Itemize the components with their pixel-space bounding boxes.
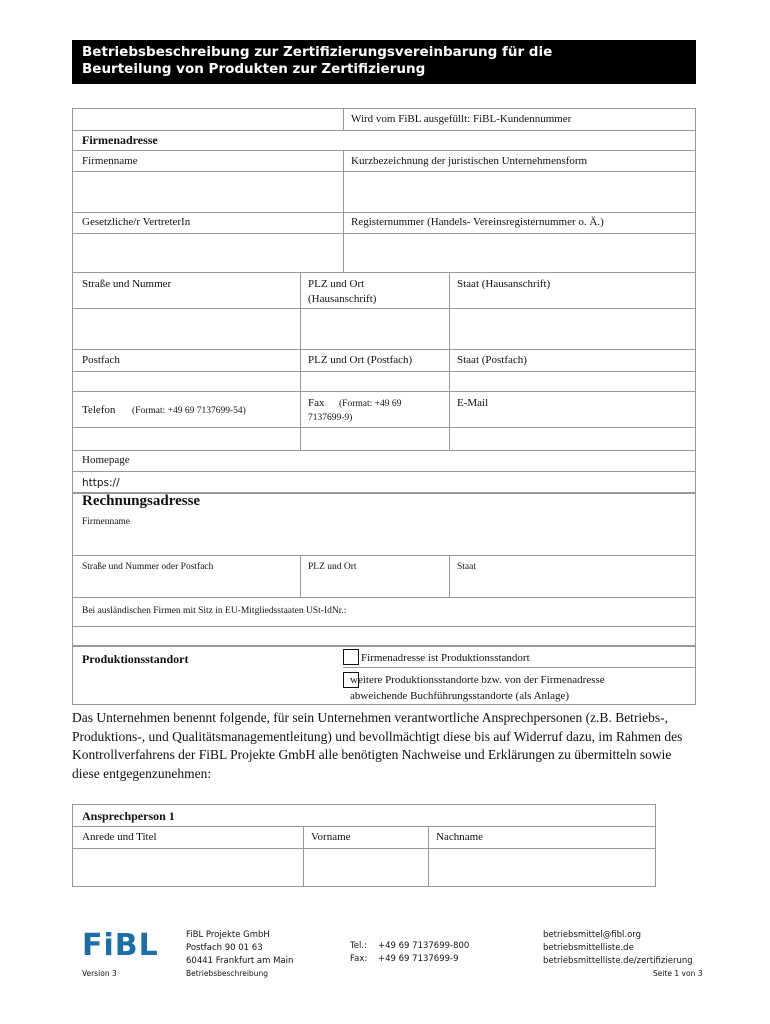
staat-input[interactable]	[450, 309, 695, 349]
firmenadresse-produktion-checkbox[interactable]	[343, 649, 359, 665]
homepage-input[interactable]: https://	[82, 477, 120, 489]
fax-input[interactable]	[301, 428, 448, 450]
anrede-label: Anrede und Titel	[82, 831, 157, 843]
vorname-input[interactable]	[304, 849, 427, 886]
strasse-label: Straße und Nummer	[82, 278, 172, 290]
postfach-label: Postfach	[82, 354, 120, 366]
vorname-label: Vorname	[311, 831, 351, 843]
fax-label: Fax	[308, 397, 325, 409]
plz-ort-postfach-label: PLZ und Ort (Postfach)	[308, 354, 413, 366]
telefon-label: Telefon	[82, 404, 116, 416]
footer-fax-value: +49 69 7137699-9	[378, 954, 459, 964]
header-title-line2: Beurteilung von Produkten zur Zertifizierung	[82, 61, 426, 77]
footer-company: FiBL Projekte GmbH	[186, 930, 270, 940]
ansprechperson-title: Ansprechperson 1	[82, 809, 175, 823]
fibl-logo: FiBL	[82, 928, 159, 963]
nachname-input[interactable]	[429, 849, 655, 886]
firmenadresse-produktion-label: Firmenadresse ist Produktionsstandort	[361, 652, 530, 664]
postfach-input[interactable]	[73, 372, 299, 391]
telefon-format-hint: (Format: +49 69 7137699-54)	[132, 406, 246, 416]
weitere-standorte-label-2: abweichende Buchführungsstandorte (als Anlage)	[350, 690, 570, 702]
vertreter-label: Gesetzliche/r VertreterIn	[82, 216, 191, 228]
vertreter-input[interactable]	[73, 234, 342, 272]
staat-label: Staat (Hausanschrift)	[457, 278, 551, 290]
plz-ort-input[interactable]	[301, 309, 448, 349]
footer-postfach: Postfach 90 01 63	[186, 943, 263, 953]
anrede-input[interactable]	[73, 849, 302, 886]
staat-postfach-label: Staat (Postfach)	[457, 354, 527, 366]
firmenname-label: Firmenname	[82, 155, 138, 167]
staat-postfach-input[interactable]	[450, 372, 695, 391]
version-label: Version 3	[82, 969, 117, 978]
fibl-kundennummer-label: Wird vom FiBL ausgefüllt: FiBL-Kundennummer	[351, 113, 572, 125]
email-input[interactable]	[450, 428, 695, 450]
produktionsstandort-title: Produktionsstandort	[82, 652, 189, 666]
firmenname-input[interactable]	[73, 172, 342, 212]
strasse-input[interactable]	[73, 309, 299, 349]
rechnung-staat-label: Staat	[457, 562, 476, 572]
footer-tel-value: +49 69 7137699-800	[378, 941, 470, 951]
ansprechpersonen-paragraph: Das Unternehmen benennt folgende, für sein Unternehmen verantwortliche Ansprechpersonen (z.B. Betriebs-, Produktions-, und Qualitätsmanagementleitung) und bevollmächtigt diese bis auf Widerruf dazu, im Rahmen des Kontrollverfahrens der FiBL Projekte GmbH alle benötigten Nachweise und Erklärungen zu übermitteln sowie diese entgegenzunehmen:	[72, 710, 683, 781]
plz-ort-hausanschrift-label: (Hausanschrift)	[308, 293, 377, 305]
firmenadresse-title: Firmenadresse	[82, 133, 158, 147]
footer-city: 60441 Frankfurt am Main	[186, 956, 294, 966]
footer-web-link[interactable]: betriebsmittelliste.de	[543, 943, 634, 953]
kurzbezeichnung-input[interactable]	[344, 172, 695, 212]
registernummer-input[interactable]	[344, 234, 695, 272]
ust-idnr-input[interactable]	[73, 627, 695, 645]
ust-idnr-label: Bei ausländischen Firmen mit Sitz in EU-Mitgliedsstaaten USt-IdNr.:	[82, 606, 347, 616]
rechnung-plz-ort-input[interactable]	[301, 575, 448, 597]
document-header	[72, 40, 696, 84]
header-title-line1: Betriebsbeschreibung zur Zertifizierungsvereinbarung für die	[82, 44, 553, 60]
plz-ort-label: PLZ und Ort	[308, 278, 365, 290]
rechnung-staat-input[interactable]	[450, 575, 695, 597]
footer-web-zertifizierung-link[interactable]: betriebsmittelliste.de/zertifizierung	[543, 956, 693, 966]
rechnung-firmenname-input[interactable]	[73, 530, 695, 555]
kurzbezeichnung-label: Kurzbezeichnung der juristischen Unternehmensform	[351, 155, 588, 167]
fax-format-hint-2: 7137699-9)	[308, 413, 353, 423]
footer-email-link[interactable]: betriebsmittel@fibl.org	[543, 930, 642, 940]
rechnung-strasse-label: Straße und Nummer oder Postfach	[82, 562, 214, 572]
rechnungsadresse-title: Rechnungsadresse	[82, 493, 201, 509]
footer-fax-label: Fax:	[350, 954, 368, 964]
rechnung-strasse-input[interactable]	[73, 575, 299, 597]
page-number: Seite 1 von 3	[653, 969, 703, 978]
homepage-label: Homepage	[82, 454, 130, 466]
registernummer-label: Registernummer (Handels- Vereinsregisternummer o. Ä.)	[351, 216, 604, 228]
weitere-standorte-label: weitere Produktionsstandorte bzw. von der Firmenadresse	[350, 674, 605, 686]
telefon-input[interactable]	[73, 428, 299, 450]
rechnung-firmenname-label: Firmenname	[82, 517, 131, 527]
kundennummer-left-cell	[74, 110, 342, 129]
rechnung-plz-ort-label: PLZ und Ort	[308, 562, 357, 572]
nachname-label: Nachname	[436, 831, 484, 843]
email-label: E-Mail	[457, 397, 489, 409]
footer-tel-label: Tel.:	[350, 941, 367, 951]
fax-format-hint: (Format: +49 69	[339, 399, 402, 409]
footer-doc-name: Betriebsbeschreibung	[186, 969, 268, 978]
plz-ort-postfach-input[interactable]	[301, 372, 448, 391]
